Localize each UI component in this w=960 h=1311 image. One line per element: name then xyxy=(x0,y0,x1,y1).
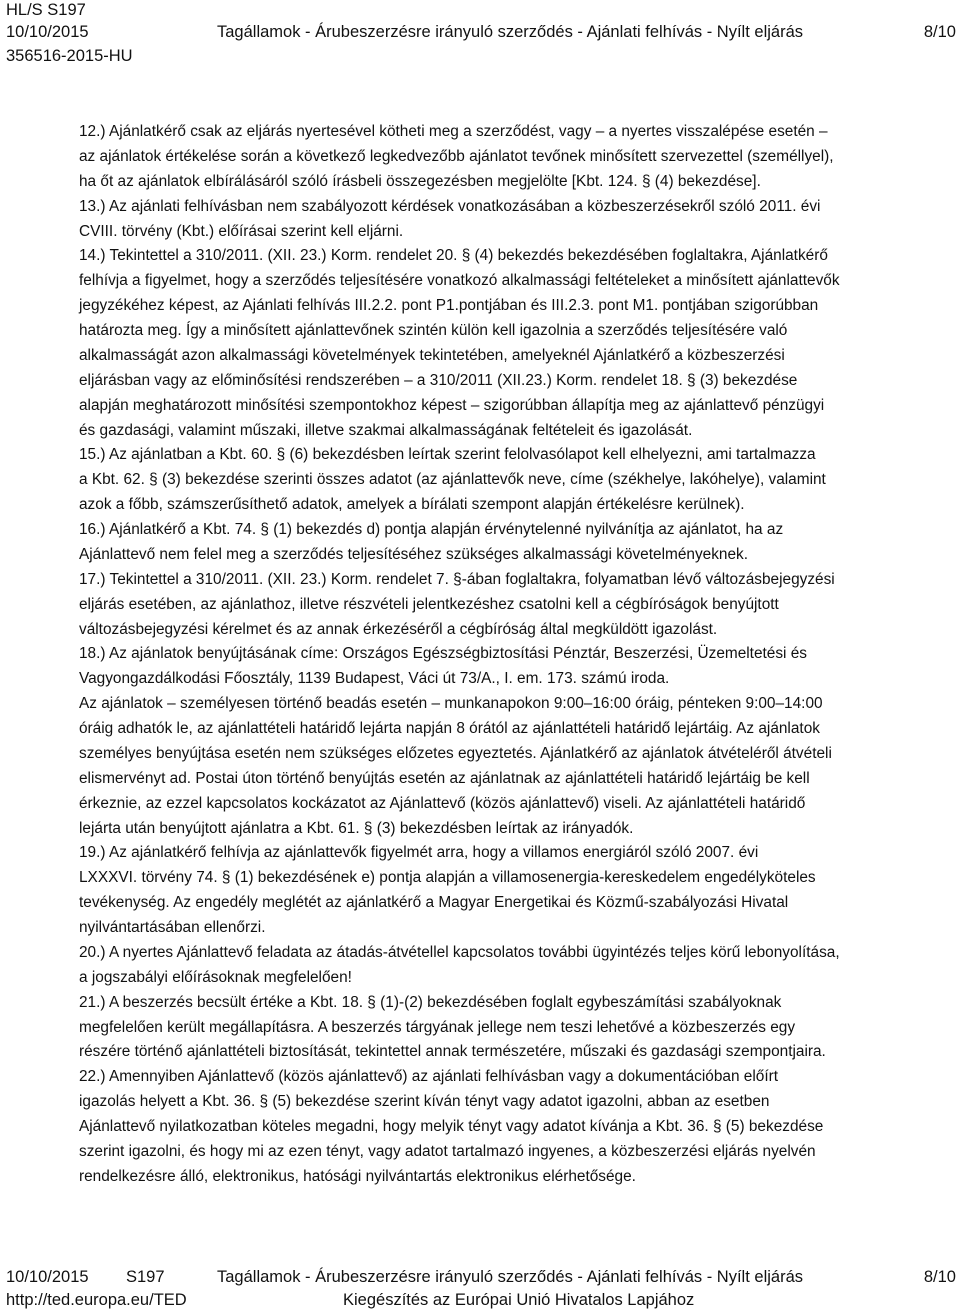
body-line: ha őt az ajánlatok elbírálásáról szóló írásbeli összegezésben megjelölte [Kbt. 124. § (4) bekezdése]. xyxy=(79,172,761,190)
body-line: CVIII. törvény (Kbt.) előírásai szerint kell eljárni. xyxy=(79,222,404,240)
body-line: 15.) Az ajánlatban a Kbt. 60. § (6) bekezdésben leírtak szerint felolvasólapot kell elhelyezni, ami tartalmazza xyxy=(79,446,816,464)
body-line: azok a főbb, számszerűsíthető adatok, amelyek a bírálati szempont alapján értékelésre kerülnek). xyxy=(79,496,745,514)
body-line: eljárás esetében, az ajánlathoz, illetve részvételi jelentkezéshez csatolni kell a cégbíróságok benyújtott xyxy=(79,595,779,613)
document-code: HL/S S197 xyxy=(6,1,86,19)
header-title: Tagállamok - Árubeszerzésre irányuló szerződés - Ajánlati felhívás - Nyílt eljárás xyxy=(217,23,803,41)
body-line: érkeznie, az ezzel kapcsolatos kockázatot az Ajánlattevő (közös ajánlattevő) viseli. Az ajánlattételi határidő xyxy=(79,794,806,812)
body-line: Az ajánlatok – személyesen történő beadás esetén – munkanapokon 9:00–16:00 óráig, pénteken 9:00–14:00 xyxy=(79,695,823,713)
body-line: megfelelően került megállapításra. A beszerzés tárgyának jellege nem teszi lehetővé a közbeszerzés egy xyxy=(79,1018,796,1036)
body-line: 21.) A beszerzés becsült értéke a Kbt. 18. § (1)-(2) bekezdésében foglalt egybeszámítási szabályoknak xyxy=(79,993,782,1011)
body-line: személyes benyújtása esetén nem szükséges előzetes egyeztetés. Ajánlatkérő az ajánlatok átvételéről átvételi xyxy=(79,744,832,762)
body-line: 12.) Ajánlatkérő csak az eljárás nyertesével kötheti meg a szerződést, vagy – a nyertes visszalépése esetén – xyxy=(79,123,828,140)
body-line: jegyzékéhez képest, az Ajánlati felhívás III.2.2. pont P1.pontjában és III.2.3. pont M1. pontjában szigorúbban xyxy=(79,297,819,315)
body-line: 22.) Amennyiben Ajánlattevő (közös ajánlattevő) az ajánlati felhívásban vagy a dokumentációban előírt xyxy=(79,1068,778,1086)
footer-issue: S197 xyxy=(126,1268,165,1286)
header-date: 10/10/2015 xyxy=(6,23,89,41)
body-line: Vagyongazdálkodási Főosztály, 1139 Budapest, Váci út 73/A., I. em. 173. számú iroda. xyxy=(79,670,670,688)
body-line: 19.) Az ajánlatkérő felhívja az ajánlattevők figyelmét arra, hogy a villamos energiáról szóló 2007. évi xyxy=(79,844,759,862)
body-line: alapján meghatározott minősítési szempontokhoz képest – szigorúbban állapítja meg az ajánlattevő pénzügyi xyxy=(79,396,825,414)
body-line: tevékenység. Az engedély meglétét az ajánlatkérő a Magyar Energetikai és Közmű-szabályozási Hivatal xyxy=(79,894,789,912)
body-line: Ajánlattevő nyilatkozatban köteles megadni, hogy melyik tényt vagy adatot kívánja a Kbt. 36. § (5) bekezdése xyxy=(79,1118,824,1135)
body-line: a Kbt. 62. § (3) bekezdése szerinti összes adatot (az ajánlattevők neve, címe (székhelye, lakóhelye), valamint xyxy=(79,471,826,489)
document-body xyxy=(79,120,960,1190)
body-line: a jogszabályi előírásoknak megfelelően! xyxy=(79,968,352,986)
body-line: nyilvántartásában ellenőrzi. xyxy=(79,919,266,936)
document-id: 356516-2015-HU xyxy=(6,47,133,65)
body-line: 16.) Ajánlatkérő a Kbt. 74. § (1) bekezdés d) pontja alapján érvénytelenné nyilvánítja az ajánlatot, ha az xyxy=(79,521,784,538)
body-line: 20.) A nyertes Ajánlattevő feladata az átadás-átvétellel kapcsolatos további ügyintézés teljes körű lebonyolítása, xyxy=(79,943,840,961)
body-line: igazolás helyett a Kbt. 36. § (5) bekezdése szerint kíván tényt vagy adatot igazolni, abban az esetben xyxy=(79,1093,770,1111)
footer-supplement: Kiegészítés az Európai Unió Hivatalos Lapjához xyxy=(343,1291,695,1309)
body-line: 13.) Az ajánlati felhívásban nem szabályozott kérdések vonatkozásában a közbeszerzésekről szóló 2011. évi xyxy=(79,197,821,215)
footer-title: Tagállamok - Árubeszerzésre irányuló szerződés - Ajánlati felhívás - Nyílt eljárás xyxy=(217,1268,803,1286)
body-line: az ajánlatok értékelése során a következő legkedvezőbb ajánlatot tevőnek minősített szervezettel (személlyel), xyxy=(79,147,834,165)
body-line: határozta meg. Így a minősített ajánlattevőnek szintén külön kell igazolnia a szerződés teljesítésére való xyxy=(79,322,788,339)
body-line: és gazdasági, valamint műszaki, illetve szakmai alkalmasságának feltételeit és igazolását. xyxy=(79,421,693,439)
body-line: alkalmasságát azon alkalmassági követelmények tekintetében, amelyeknél Ajánlatkérő a közbeszerzési xyxy=(79,346,785,364)
body-line: LXXXVI. törvény 74. § (1) bekezdésének e) pontja alapján a villamosenergia-kereskedelem engedélyköteles xyxy=(79,869,816,887)
footer-page-number: 8/10 xyxy=(923,1268,956,1286)
body-line: szerint igazolni, és hogy mi az ezen tényt, vagy adatot tartalmazó ingyenes, a közbeszerzési eljárás nyelvén xyxy=(79,1142,816,1160)
body-line: lejárta után benyújtott ajánlatra a Kbt. 61. § (3) bekezdésben leírtak az irányadók. xyxy=(79,819,634,837)
body-line: 18.) Az ajánlatok benyújtásának címe: Országos Egészségbiztosítási Pénztár, Beszerzési, Üzemeltetési és xyxy=(79,645,807,663)
footer-date: 10/10/2015 xyxy=(6,1268,89,1286)
body-line: rendelkezésre álló, elektronikus, hatósági nyilvántartás elektronikus elérhetősége. xyxy=(79,1167,636,1185)
body-line: változásbejegyzési kérelmet és az annak érkezéséről a cégbíróság által megküldött igazolást. xyxy=(79,620,718,638)
body-line: Ajánlattevő nem felel meg a szerződés teljesítéséhez szükséges alkalmassági követelményeknek. xyxy=(79,545,748,563)
header-page-number: 8/10 xyxy=(923,23,956,41)
body-line: felhívja a figyelmet, hogy a szerződés teljesítésére vonatkozó alkalmassági feltételeket a minősített ajánlattevők xyxy=(79,272,840,290)
body-line: 14.) Tekintettel a 310/2011. (XII. 23.) Korm. rendelet 20. § (4) bekezdés bekezdésében foglaltakra, Ajánlatkérő xyxy=(79,247,828,265)
footer-url-link[interactable]: http://ted.europa.eu/TED xyxy=(6,1291,187,1309)
body-line: eljárásban vagy az előminősítési rendszerében – a 310/2011 (XII.23.) Korm. rendelet 18. § (3) bekezdése xyxy=(79,371,798,389)
body-line: részére történő ajánlattételi biztosítását, tekintettel annak természetére, műszaki és gazdasági szempontjaira. xyxy=(79,1043,826,1061)
body-line: óráig adhatók le, az ajánlattételi határidő lejárta napján 8 órától az ajánlattételi határidő lejártáig. Az ajánlatok xyxy=(79,720,820,737)
body-line: elismervényt ad. Postai úton történő benyújtás esetén az ajánlatnak az ajánlattételi határidő lejártáig be kell xyxy=(79,769,810,787)
body-line: 17.) Tekintettel a 310/2011. (XII. 23.) Korm. rendelet 7. §-ában foglaltakra, folyamatban lévő változásbejegyzési xyxy=(79,570,835,588)
